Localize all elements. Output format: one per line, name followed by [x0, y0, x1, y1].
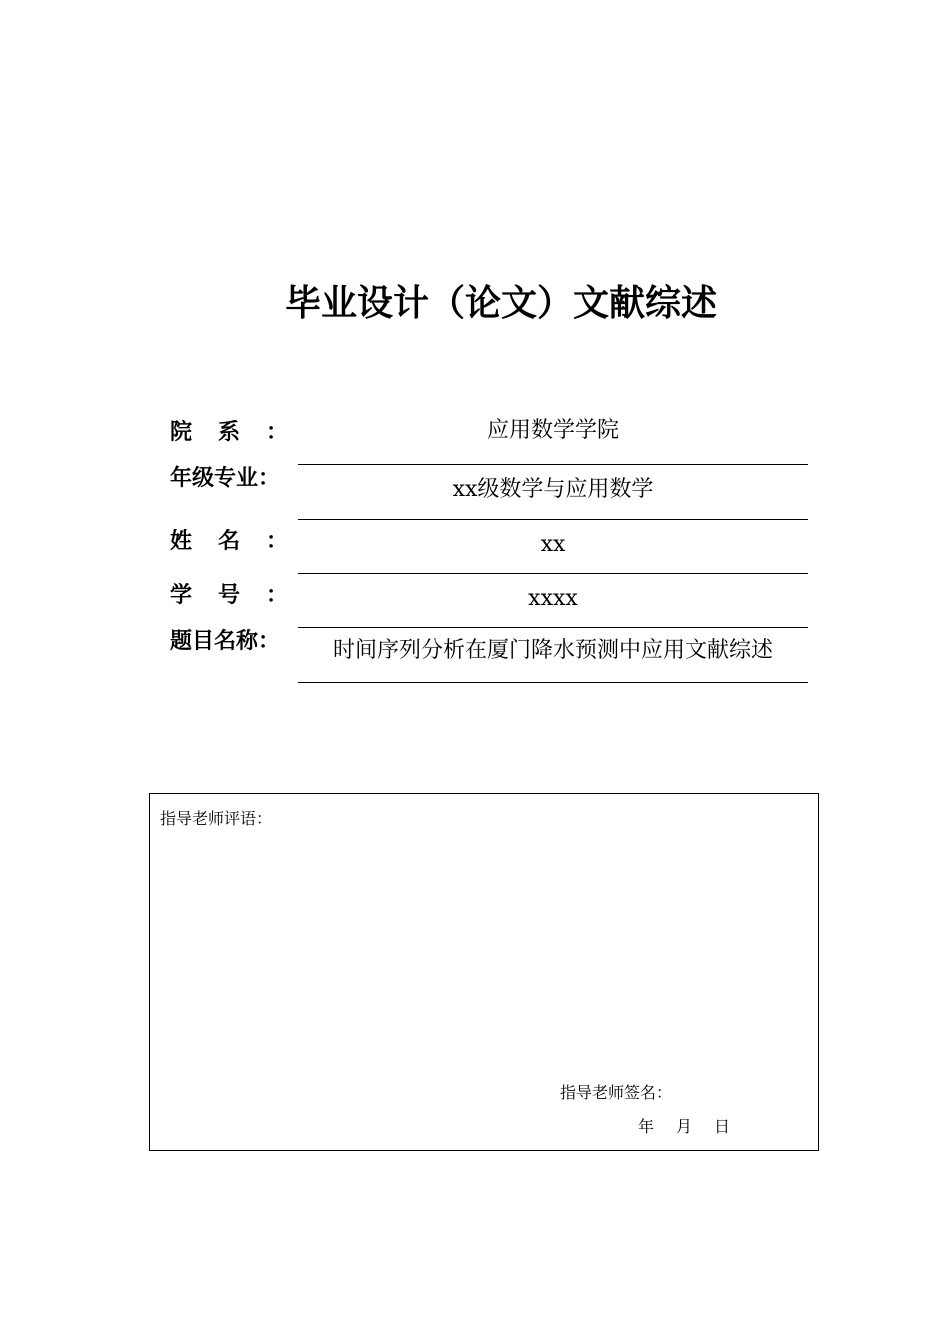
student-id-label: 学号：: [170, 583, 288, 608]
grade-major-label: 年级专业：: [170, 466, 281, 491]
page-title: 毕业设计（论文）文献综述: [284, 283, 717, 324]
advisor-signature-label: 指导老师签名：: [560, 1083, 673, 1102]
student-id-value: xxxx: [528, 586, 578, 611]
department-label: 院系：: [170, 420, 288, 445]
name-label: 姓名：: [170, 529, 288, 554]
student-id-underline: [298, 627, 808, 628]
department-value: 应用数学学院: [486, 418, 619, 443]
name-underline: [298, 573, 808, 574]
department-underline: [298, 464, 808, 465]
name-value: xx: [540, 532, 566, 557]
topic-value: 时间序列分析在厦门降水预测中应用文献综述: [332, 638, 773, 663]
date-month-label: 月: [676, 1117, 693, 1136]
advisor-comment-label: 指导老师评语：: [160, 809, 273, 828]
topic-underline: [298, 682, 808, 683]
grade-major-underline: [298, 519, 808, 520]
date-day-label: 日: [714, 1117, 731, 1136]
date-year-label: 年: [638, 1117, 655, 1136]
advisor-comment-box: [149, 793, 819, 1151]
topic-label: 题目名称：: [170, 629, 281, 654]
date-line: [638, 1116, 730, 1138]
grade-major-value: xx级数学与应用数学: [452, 477, 654, 502]
